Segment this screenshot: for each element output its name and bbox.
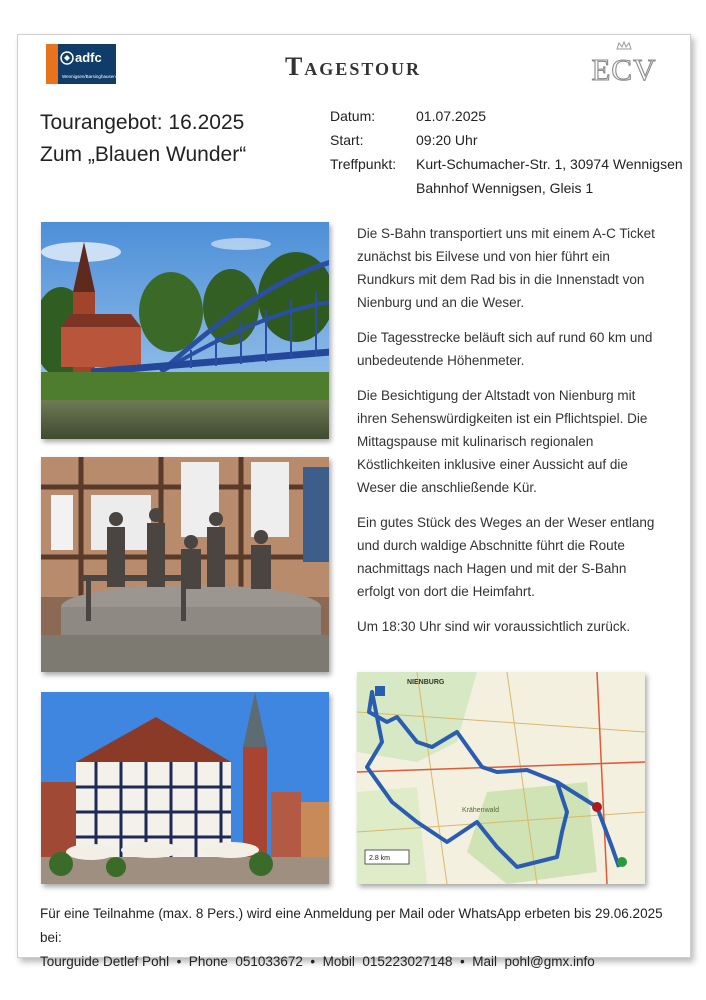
start-label: Start: [330,132,364,148]
description-paragraph-1: Die S-Bahn transportiert uns mit einem A-C Ticket zunächst bis Eilvese und von hier führt ein Rundkurs mit dem Rad bis in die Innenstadt von Nienburg und an die Weser. [357,226,655,310]
ecv-logo [577,40,671,86]
tour-heading [40,107,246,171]
photo-statue-fountain [41,457,329,672]
tour-info [330,104,683,200]
map-town-label: NIENBURG [407,679,445,686]
route-map[interactable] [357,672,645,884]
meeting-point-station: Bahnhof Wennigsen, Gleis 1 [416,180,594,196]
map-scale-label: 2.8 km [369,855,391,862]
map-forest-label: Krähenwald [462,807,499,814]
registration-note: Für eine Teilnahme (max. 8 Pers.) wird eine Anmeldung per Mail oder WhatsApp erbeten bis 29.06.2025 bei: [40,906,663,945]
tour-description [357,222,657,650]
meeting-point-address: Kurt-Schumacher-Str. 1, 30974 Wennigsen [416,156,683,172]
contact-line: Tourguide Detlef Pohl • Phone 051033672 • Mobil 015223027148 • Mail pohl@gmx.info [40,954,595,969]
meeting-point-label: Treffpunkt: [330,156,397,172]
photo-half-timbered-house [41,692,329,884]
adfc-logo-subtext: Wennigsen/Barsinghausen [62,74,116,79]
adfc-logo-text: adfc [75,50,102,65]
description-paragraph-2: Die Tagesstrecke beläuft sich auf rund 60 km und unbedeutende Höhenmeter. [357,330,653,368]
date-value: 01.07.2025 [416,108,487,124]
description-paragraph-3: Die Besichtigung der Altstadt von Nienburg mit ihren Sehenswürdigkeiten ist ein Pflichtspiel. Die Mittagspause mit kulinarisch regionalen Köstlichkeiten inklusive einer Aussicht auf die Weser die anschließende Kür. [357,388,648,495]
registration-footer [40,902,680,974]
start-value: 09:20 Uhr [416,132,478,148]
tour-number: Tourangebot: 16.2025 [40,111,245,134]
date-label: Datum: [330,108,376,124]
tour-name: Zum „Blauen Wunder“ [40,143,247,166]
ecv-logo-text: ECV [591,52,657,86]
photo-blue-bridge [41,222,329,439]
page-title: Tagestour [284,52,422,81]
description-paragraph-5: Um 18:30 Uhr sind wir voraussichtlich zurück. [357,619,631,634]
description-paragraph-4: Ein gutes Stück des Weges an der Weser entlang und durch waldige Abschnitte führt die Route nachmittags nach Hagen und mit der S-Bahn erfolgt von dort die Heimfahrt. [357,515,655,599]
